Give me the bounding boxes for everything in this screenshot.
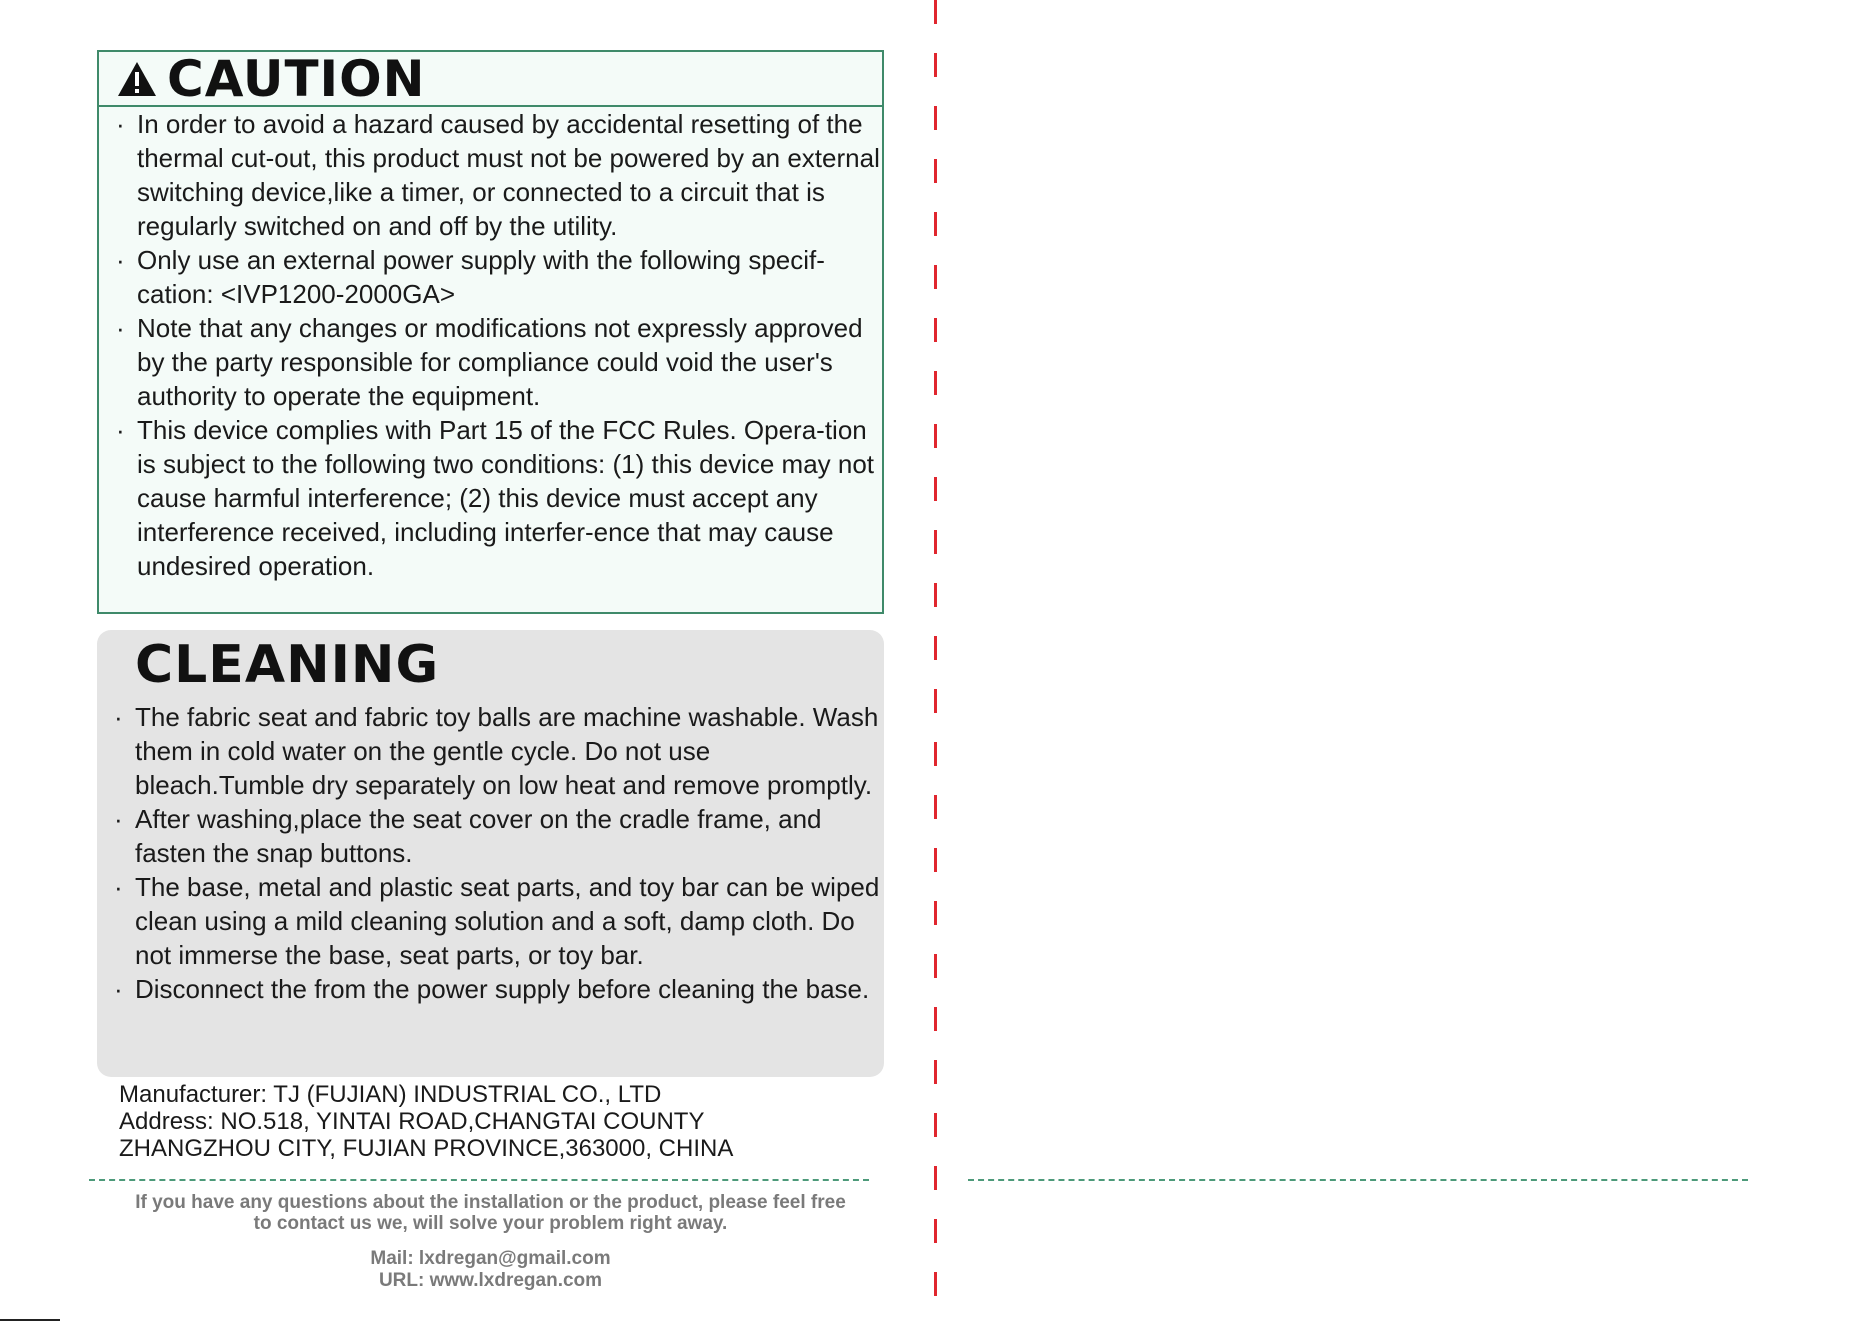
cleaning-list <box>97 700 884 1006</box>
manufacturer-address-city: ZHANGZHOU CITY, FUJIAN PROVINCE,363000, CHINA <box>119 1135 734 1162</box>
caution-item <box>99 311 882 413</box>
bullet-icon: · <box>114 974 123 1004</box>
cleaning-item <box>97 700 884 802</box>
caution-item <box>99 107 882 243</box>
cleaning-item-text: After washing,place the seat cover on the cradle frame, and fasten the snap buttons. <box>135 804 822 868</box>
bullet-icon: · <box>116 245 125 275</box>
cleaning-item-text: The fabric seat and fabric toy balls are machine washable. Wash them in cold water on the gentle cycle. Do not use bleach.Tumble dry separately on low heat and remove promptly. <box>135 702 879 800</box>
caution-item <box>99 243 882 311</box>
cleaning-item <box>97 802 884 870</box>
manufacturer-info <box>119 1081 733 1162</box>
cleaning-item <box>97 972 884 1006</box>
contact-url[interactable]: URL: www.lxdregan.com <box>378 1270 603 1291</box>
caution-item <box>99 413 882 583</box>
caution-item-text: Note that any changes or modifications not expressly approved by the party responsible for compliance could void the user's authority to operate the equipment. <box>137 313 863 411</box>
contact-note <box>97 1192 884 1234</box>
bullet-icon: · <box>114 804 123 834</box>
bullet-icon: · <box>114 702 123 732</box>
crop-mark <box>0 1319 60 1321</box>
warning-triangle-icon <box>117 61 157 97</box>
bullet-icon: · <box>116 109 125 139</box>
bullet-icon: · <box>114 872 123 902</box>
cleaning-section <box>97 630 884 1077</box>
caution-item-text: This device complies with Part 15 of the FCC Rules. Opera-tion is subject to the following two conditions: (1) this device may not cause harmful interference; (2) this device must accept any interference received, including interfer-ence that may cause undesired operation. <box>137 415 875 581</box>
vertical-cut-line <box>934 0 937 1324</box>
caution-item-text: Only use an external power supply with the following specif-cation: <IVP1200-2000GA> <box>137 245 825 309</box>
manufacturer-address: Address: NO.518, YINTAI ROAD,CHANGTAI COUNTY <box>119 1108 705 1135</box>
cleaning-item-text: The base, metal and plastic seat parts, and toy bar can be wiped clean using a mild cleaning solution and a soft, damp cloth. Do not immerse the base, seat parts, or toy bar. <box>135 872 880 970</box>
cleaning-item <box>97 870 884 972</box>
manufacturer-name: Manufacturer: TJ (FUJIAN) INDUSTRIAL CO., LTD <box>119 1081 662 1108</box>
cleaning-title: CLEANING <box>135 635 440 695</box>
caution-header <box>99 49 882 108</box>
bullet-icon: · <box>116 415 125 445</box>
fold-line-left <box>89 1179 869 1181</box>
caution-list <box>99 107 882 583</box>
cleaning-item-text: Disconnect the from the power supply before cleaning the base. <box>135 974 870 1004</box>
fold-line-right <box>968 1179 1748 1181</box>
contact-note-line: If you have any questions about the installation or the product, please feel free <box>135 1192 846 1213</box>
caution-section <box>97 50 884 614</box>
caution-title: CAUTION <box>167 49 426 108</box>
bullet-icon: · <box>116 313 125 343</box>
contact-details <box>97 1248 884 1292</box>
contact-note-line: to contact us we, will solve your problem right away. <box>253 1213 728 1234</box>
contact-mail[interactable]: Mail: lxdregan@gmail.com <box>370 1248 611 1269</box>
caution-item-text: In order to avoid a hazard caused by accidental resetting of the thermal cut-out, this product must not be powered by an external switching device,like a timer, or connected to a circuit that is regularly switched on and off by the utility. <box>137 109 880 241</box>
